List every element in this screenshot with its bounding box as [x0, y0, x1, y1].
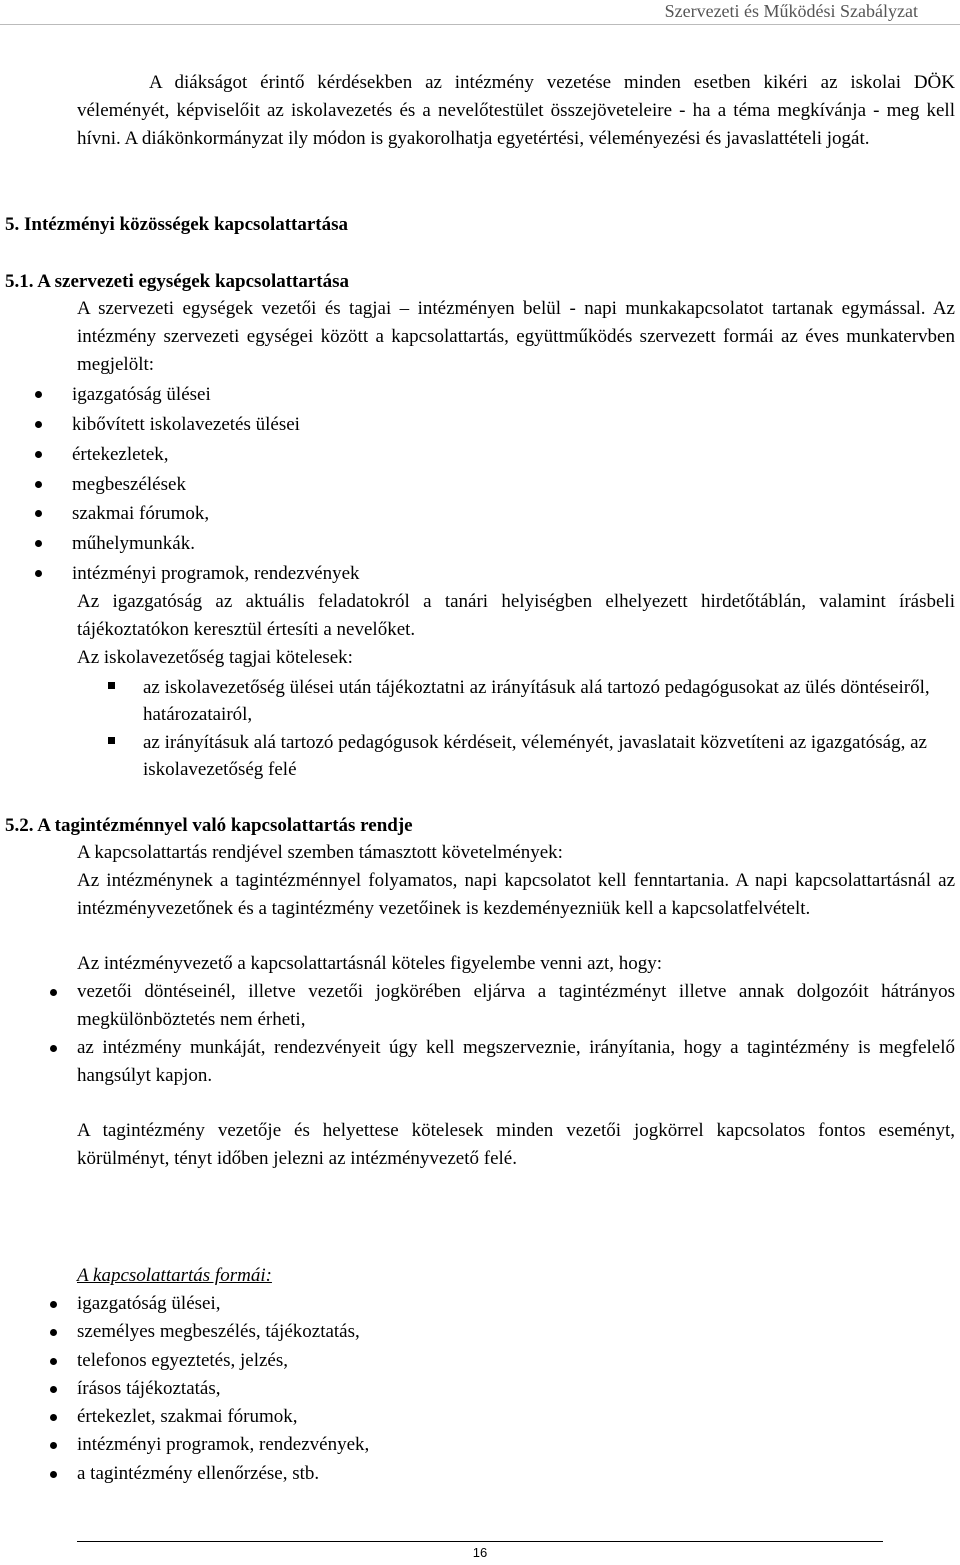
page-footer: [0, 1545, 960, 1560]
list-item: értekezletek,: [0, 440, 955, 470]
list-item: értekezlet, szakmai fórumok,: [0, 1403, 955, 1431]
list-item: kibővített iskolavezetés ülései: [0, 410, 955, 440]
page-header: [0, 0, 960, 22]
section-5: [5, 211, 955, 238]
contact-forms: [77, 1262, 955, 1488]
list-item: az irányításuk alá tartozó pedagógusok kérdéseit, véleményét, javaslatait közvetíteni az igazgatóság, az iskolavezetőség felé: [0, 729, 955, 784]
intro-block: [77, 69, 955, 152]
list-item: igazgatóság ülései: [0, 380, 955, 410]
list-item: írásos tájékoztatás,: [0, 1375, 955, 1403]
list-item: igazgatóság ülései,: [0, 1290, 955, 1318]
contact-forms-title-text: A kapcsolattartás formái:: [77, 1265, 272, 1286]
list-item: intézményi programok, rendezvények,: [0, 1431, 955, 1459]
intro-paragraph: A diákságot érintő kérdésekben az intézmény vezetése minden esetben kikéri az iskolai DÖK véleményét, képviselőit az iskolavezetés és a nevelőtestület összejöveteleire - ha a téma megkívánja - meg kell hívni. A diákönkormányzat ily módon is gyakorolhatja egyetértési, véleményezési és javaslattételi jogát.: [77, 72, 955, 149]
section-5-2-title: 5.2. A tagintézménnyel való kapcsolattartás rendje: [5, 815, 413, 836]
contact-forms-title: [77, 1262, 955, 1290]
duties-list: [0, 674, 955, 784]
section-5-2: [5, 812, 955, 1173]
section-5-1: [5, 268, 955, 784]
list-item: megbeszélések: [0, 470, 955, 500]
list-item: vezetői döntéseinél, illetve vezetői jogkörében eljárva a tagintézményt illetve annak dolgozóit hátrányos megkülönböztetés nem érheti,: [0, 978, 955, 1034]
list-item: műhelymunkák.: [0, 529, 955, 559]
section-5-title: 5. Intézményi közösségek kapcsolattartása: [5, 214, 349, 235]
header-title: Szervezeti és Működési Szabályzat: [664, 1, 918, 21]
list-item: az intézmény munkáját, rendezvényeit úgy kell megszerveznie, irányítania, hogy a tagintézmény is megfelelő hangsúlyt kapjon.: [0, 1034, 955, 1090]
section-5-1-paragraph-3: Az iskolavezetőség tagjai kötelesek:: [77, 646, 353, 668]
page-number: 16: [472, 1545, 488, 1560]
footer-rule: [77, 1541, 883, 1542]
list-item: a tagintézmény ellenőrzése, stb.: [0, 1460, 955, 1488]
list-item: személyes megbeszélés, tájékoztatás,: [0, 1318, 955, 1346]
list-item: telefonos egyeztetés, jelzés,: [0, 1347, 955, 1375]
header-rule: [0, 24, 960, 25]
section-5-2-list: [0, 978, 955, 1089]
list-item: az iskolavezetőség ülései után tájékoztatni az irányításuk alá tartozó pedagógusokat az ülés döntéseiről, határozatairól,: [0, 674, 955, 729]
section-5-2-paragraph-2: Az intézménynek a tagintézménnyel folyamatos, napi kapcsolatot kell fenntartania. A napi kapcsolattartásnál az intézményvezetőnek és a tagintézmény vezetőinek is kezdeményezniük kell a kapcsolatfelvételt.: [77, 869, 955, 919]
section-5-2-paragraph-1: A kapcsolattartás rendjével szemben támasztott követelmények:: [77, 842, 563, 863]
section-5-2-paragraph-4: A tagintézmény vezetője és helyettese kötelesek minden vezetői jogkörrel kapcsolatos fontos eseményt, körülményt, tényt időben jelezni az intézményvezető felé.: [77, 1120, 955, 1170]
list-item: intézményi programok, rendezvények: [0, 559, 955, 589]
section-5-1-title: 5.1. A szervezeti egységek kapcsolattartása: [5, 271, 350, 292]
section-5-1-list: [0, 380, 955, 588]
list-item: szakmai fórumok,: [0, 499, 955, 529]
contact-forms-list: [0, 1290, 955, 1488]
section-5-1-paragraph-2: Az igazgatóság az aktuális feladatokról a tanári helyiségben elhelyezett hirdetőtáblán, valamint írásbeli tájékoztatókon keresztül értesíti a nevelőket.: [77, 591, 955, 641]
section-5-2-paragraph-3: Az intézményvezető a kapcsolattartásnál köteles figyelembe venni azt, hogy:: [77, 953, 663, 975]
section-5-1-paragraph: A szervezeti egységek vezetői és tagjai – intézményen belül - napi munkakapcsolatot tartanak egymással. Az intézmény szervezeti egységei között a kapcsolattartás, együttműködés szervezett formái az éves munkatervben megjelölt:: [77, 298, 955, 375]
